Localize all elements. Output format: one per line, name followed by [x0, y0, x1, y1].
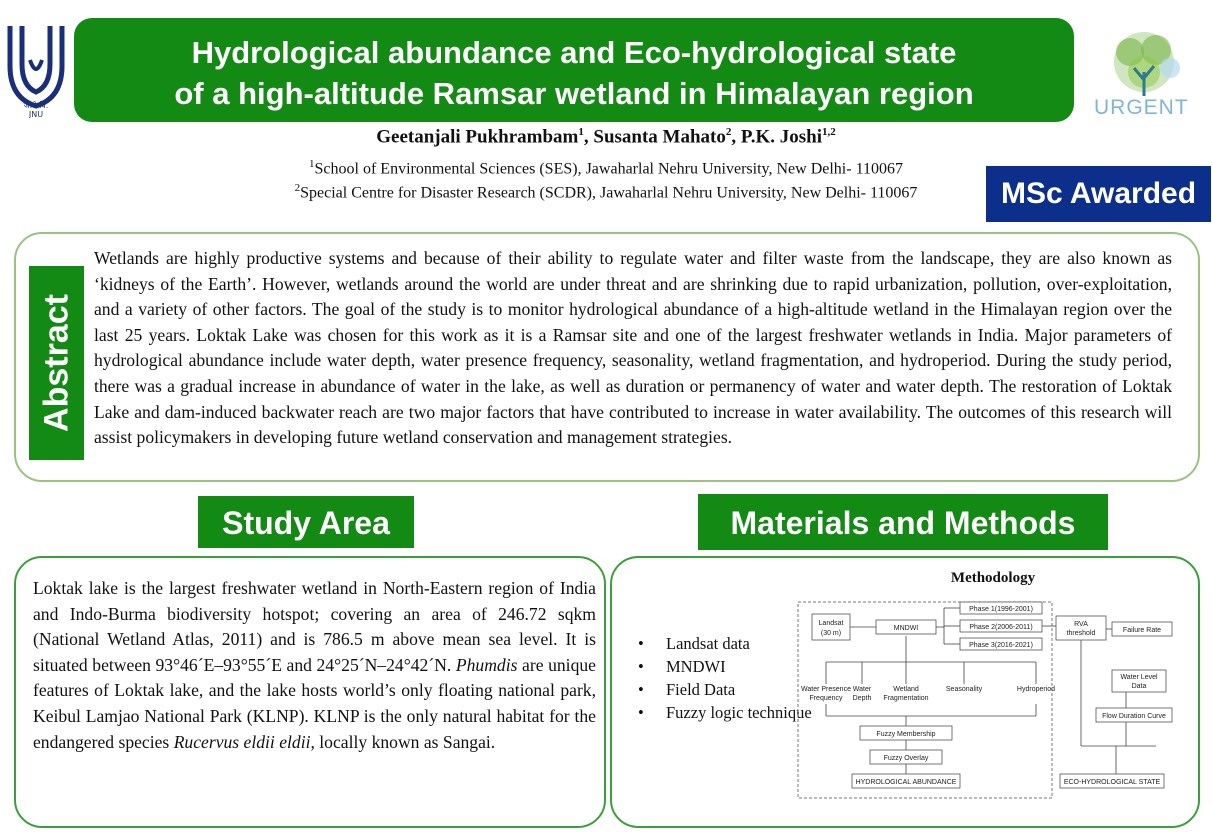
svg-text:Phase 3(2016-2021): Phase 3(2016-2021) [969, 642, 1033, 649]
urgent-wordmark: URGENT [1094, 96, 1189, 119]
svg-text:Flow Duration Curve: Flow Duration Curve [1102, 713, 1166, 720]
list-item: • Landsat data [638, 634, 750, 653]
svg-text:ECO-HYDROLOGICAL STATE: ECO-HYDROLOGICAL STATE [1063, 779, 1161, 786]
materials-methods-header: Materials and Methods [698, 494, 1108, 550]
msc-awarded-badge: MSc Awarded [986, 166, 1211, 222]
svg-text:MNDWI: MNDWI [893, 625, 919, 632]
study-area-header: Study Area [198, 496, 414, 548]
affiliation-2: $^2$Special Centre for Disaster Research (SCDR), Jawaharlal Nehru University, New Delhi- 110067 [294, 182, 918, 202]
list-item: • Fuzzy logic technique [638, 703, 812, 722]
affiliation-1: $^1$School of Environmental Sciences (SES), Jawaharlal Nehru University, New Delhi- 110067 [309, 158, 903, 178]
svg-text:Fuzzy Membership: Fuzzy Membership [876, 731, 936, 738]
title-line-2: of a high-altitude Ramsar wetland in Himalayan region [174, 76, 974, 111]
svg-text:Water Level: Water Level [1120, 674, 1158, 681]
svg-text:HYDROLOGICAL ABUNDANCE: HYDROLOGICAL ABUNDANCE [855, 779, 957, 786]
author-1: Geetanjali Pukhrambam [376, 126, 579, 148]
svg-text:Data: Data [1131, 683, 1147, 690]
svg-text:ज.ने.वि.: ज.ने.वि. [23, 101, 49, 110]
methodology-title: Methodology [950, 570, 1036, 586]
svg-text:Fuzzy Overlay: Fuzzy Overlay [883, 755, 929, 762]
methodology-flowchart [796, 566, 1186, 802]
svg-text:Phase 1(1996-2001): Phase 1(1996-2001) [969, 606, 1033, 613]
svg-text:(30 m): (30 m) [820, 630, 842, 637]
svg-text:Water: Water [852, 686, 872, 693]
svg-text:Seasonality: Seasonality [945, 686, 983, 693]
list-item: • MNDWI [638, 657, 726, 676]
svg-text:Depth: Depth [852, 695, 872, 702]
svg-text:Fragmentation: Fragmentation [883, 695, 929, 702]
svg-text:JNU: JNU [28, 110, 44, 118]
title-line-1: Hydrological abundance and Eco-hydrological state [191, 35, 957, 70]
svg-text:threshold: threshold [1066, 630, 1096, 637]
svg-text:Hydroperiod: Hydroperiod [1016, 686, 1056, 693]
abstract-text: Wetlands are highly productive systems and because of their ability to regulate water and filter waste from the landscape, they are also known as ‘kidneys of the Earth’. However, wetlands around the world are under threat and are shrinking due to rapid urbanization, pollution, over-exploitation, and a variety of other factors. The goal of the study is to monitor hydrological abundance of a high-altitude wetland in the Himalayan region over the last 25 years. Loktak Lake was chosen for this work as it is a Ramsar site and one of the largest freshwater wetlands in India. Major parameters of hydrological abundance include water depth, water presence frequency, seasonality, wetland fragmentation, and hydroperiod. During the study period, there was a gradual increase in abundance of water in the lake, as well as duration or permanency of water and water depth. The restoration of Loktak Lake and dam-induced backwater reach are two major factors that have contributed to increase in water availability. The outcomes of this research will assist policymakers in developing future wetland conservation and management strategies. [94, 248, 1172, 448]
author-list: Geetanjali Pukhrambam$^1$, Susanta Mahato$^2$, P.K. Joshi$^{1,2}$ [376, 126, 836, 148]
svg-text:RVA: RVA [1074, 621, 1088, 628]
svg-text:Landsat: Landsat [818, 620, 844, 627]
svg-text:Failure Rate: Failure Rate [1122, 627, 1162, 634]
svg-text:Wetland: Wetland [893, 686, 919, 693]
author-3: P.K. Joshi [740, 126, 823, 148]
svg-text:Phase 2(2006-2011): Phase 2(2006-2011) [969, 624, 1033, 631]
list-item: • Field Data [638, 680, 736, 699]
abstract-label: Abstract [29, 266, 84, 460]
methods-bullet-list [638, 632, 812, 724]
study-area-text: Loktak lake is the largest freshwater wetland in North-Eastern region of India and Indo-Burma biodiversity hotspot; covering an area of 246.72 sqkm (National Wetland Atlas, 2011) and is 786.5 m above mean sea level. It is situated between 93°46´E–93°55´E and 24°25´N–24°42´N. Phumdis are unique features of Loktak lake, and the lake hosts world’s only floating national park, Keibul Lamjao National Park (KLNP). KLNP is the only natural habitat for the endangered species Rucervus eldii eldii, locally known as Sangai. [33, 578, 596, 752]
svg-text:Water Presence: Water Presence [801, 686, 851, 693]
svg-text:Frequency: Frequency [809, 695, 843, 702]
author-2: Susanta Mahato [593, 126, 726, 148]
jnu-logo [4, 20, 68, 118]
poster-title [74, 18, 1074, 122]
